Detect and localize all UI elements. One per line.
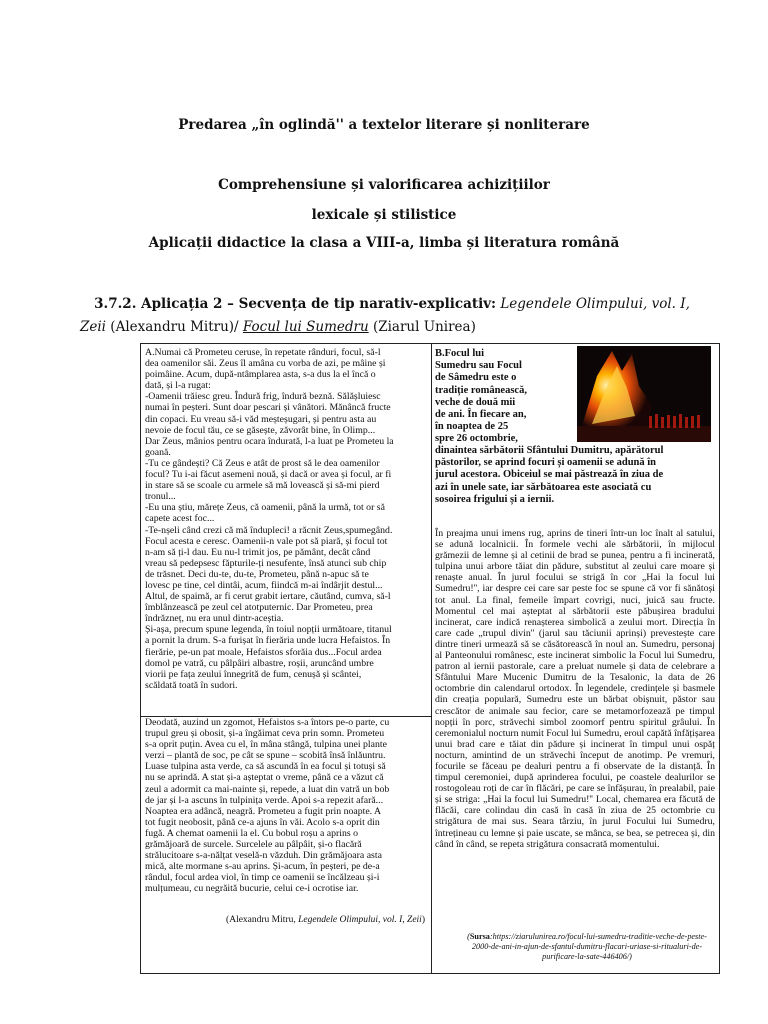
- section-number: 3.7.2. Aplicația 2 – Secvența de tip narativ-explicativ:: [94, 296, 497, 312]
- source-label: Sursa: [469, 932, 490, 941]
- subtitle-2: lexicale și stilistice: [311, 207, 457, 223]
- subtitle-3: Aplicații didactice la clasa a VIII-a, limba și literatura română: [148, 235, 620, 251]
- citation-book: Legendele Olimpului, vol. I, Zeii: [298, 915, 422, 925]
- citation-suffix: ): [421, 915, 425, 925]
- table-column-divider: [431, 343, 432, 974]
- article-title: Focul lui Sumedru: [242, 319, 369, 335]
- author: (Alexandru Mitru)/: [106, 319, 243, 335]
- column-a-text-bottom: Deodată, auzind un zgomot, Hefaistos s-a întors pe-o parte, cu trupul greu și obosit, și-a îngăimat ceva prin somn. Prometeu s-a oprit puțin. Avea cu el, în mâna stângă, tulpina unei plante verzi – plantă de soc, pe cât se spune – scobită însă înlăuntru. Luase tulpina asta verde, ca să ascundă în ea focul și totuși să nu se aprindă. A stat și-a așteptat o vreme, până ce a văzut că zeul a adormit ca mai-nainte și, repede, a luat din vatră un bob de jar și l-a ascuns în tulpinița verde. Apoi s-a repezit afară... Noaptea era adâncă, neagră. Prometeu a fugit prin noapte. A tot fugit neobosit, până ce-a ajuns în văi. Acolo s-a oprit din fugă. A chemat oamenii la el. Cu bobul roșu a aprins o grămăjoară de surcele. Surcelele au pâlpâit, și-o flacără strălucitoare s-a-nălțat veselă-n văzduh. Din grămăjoara asta mică, alte mormane s-au aprins. Și-acum, în peșteri, pe de-a rândul, focul ardea viol, în timp ce oamenii se încălzeau și-i mulțumeau, cu negrăită bucurie, celui ce-i ocrotise iar.: [145, 717, 390, 895]
- source-reference: (Sursa:https://ziarulunirea.ro/focul-lui-sumedru-traditie-veche-de-peste-2000-de-ani-in-ajun-de-sfantul-dumitru-flacari-uriase-si-ritualuri-de-purificare-la-sate-446406/): [467, 932, 707, 961]
- newspaper: (Ziarul Unirea): [368, 319, 476, 335]
- bonfire-photo: [577, 346, 711, 442]
- column-a-text-top: A.Numai că Prometeu ceruse, în repetate rânduri, focul, să-l dea oamenilor săi. Zeus îl amâna cu vorba de azi, pe mâine și poimâine. Acum, după-ntâmplarea asta, s-a dus la el încă o dată, și l-a rugat: -Oamenii trăiesc greu. Îndură frig, îndură beznă. Sălășluiesc numai în peșteri. Sunt doar pescari și vânători. Mănâncă fructe din copaci. Eu vreau să-i văd meșteșugari, și pentru asta au nevoie de focul tău, ce se găsește, zăvorât bine, în Olimp... Dar Zeus, mânios pentru ocara îndurată, l-a luat pe Prometeu la goană. -Tu ce gândești? Că Zeus e atât de prost să le dea oamenilor focul? Tu i-ai făcut asemeni nouă, și dacă or avea și focul, ar fi in stare să se scoale cu armele să mă lovească și să-mi pierd tronul... -Eu una știu, mărețe Zeus, că oamenii, până la urmă, tot or să capete acest foc... -Te-nșeli când crezi că mă îndupleci! a răcnit Zeus,spumegând. Focul acesta e ceresc. Oamenii-n vale pot să piară, și focul tot n-am să ți-l dau. Eu nu-l trimit jos, pe pământ, decât când vreau să pedepsesc făpturile-ți nesufente, însă atunci sub chip de trăsnet. Deci du-te, du-te, Prometeu, până n-apuc să te lovesc pe tine, cel dintâi, acum, fiindcă m-ai îndârjit destul... Altul, de spaimă, ar fi cerut grabit iertare, căutând, cumva, să-l îmblânzească pe zeul cel atotputernic. Dar Prometeu, prea îndrăzneț, nu era unul dintr-aceștia. Și-așa, precum spune legenda, în toiul nopții următoare, titanul a pornit la drum. S-a furișat în fierăria unde lucra Hefaistos. În fierărie, pe-un pat moale, Hefaistos sforăia dus...Focul ardea domol pe vatră, cu pâlpâiri albastre, roșii, aruncând umbre viorii pe fața zeului înnegrită de fum, cenușă și scântei, scăldată toată în sudori.: [145, 347, 394, 691]
- citation: [150, 915, 425, 925]
- subtitle-1: Comprehensiune și valorificarea achizițiilor: [218, 177, 550, 193]
- section-heading: [80, 293, 692, 339]
- source-url: :https://ziarulunirea.ro/focul-lui-sumedru-traditie-veche-de-peste-2000-de-ani-in-ajun-de-sfantul-dumitru-flacari-uriase-si-ritualuri-de-purificare-la-sate-446406/): [471, 932, 707, 961]
- book-title-2: Zeii: [80, 319, 107, 335]
- column-b-body: În preajma unui imens rug, aprins de tineri într-un loc înalt al satului, se adună localnicii. În formele vechi ale sărbătorii, în mijlocul grămezii de lemne și al cetinii de brad se punea, pentru a fi incinerată, tulpina unui arbore tăiat din pădure, substitut al zeului care moare și renaște anual. În jurul focului se strigă în cor „Hai la focul lui Sumedru!'', iar despre cei care sar peste foc se spune că vor fi sănătoși tot anul. La final, femeile împart covrigi, nuci, juică sau fructe. Momentul cel mai așteptat al sărbătorii este păbușirea bradului incinerat, care indică renașterea simbolică a zeului mort. Direcția în care cade „trupul divin'' (jarul sau tăciunii aprinși) prevestește care dintre tineri urmează să se căsătorească în noul an. Sumedru, personaj al Panteonului românesc, este incinerat simbolic la Focul lui Sumedru, patron al iernii pastorale, care a preluat numele și data de celebrare a Sfântului Mare Mucenic Dumitru de la Tesalonic, la data de 26 octombrie din calendarul ortodox. În legendele, credințele și basmele din creația populară, Sumedru este un bărbat obișnuit, păstor sau crescător de animale sau fecior, care se metamorfozează pe timpul nopții în porc, străvechi simbol zoomorf pentru spiritul grâului. În ceremonialul nocturn numit Focul lui Sumedru, eroul capătă înfățișarea unui brad care e tăiat din pădure și incinerat în timpul unui ospăț nocturn, amintind de un străvechi început de anotimp. Pe vremuri, focurile se făceau pe dealuri pentru a fi observate de la distanță. În timpul ceremoniei, după aprinderea focului, pe coastele dealurilor se rostogoleau roți de car în flăcări, pe care se înfășurau, în prealabil, paie și se striga: „Hai la focul lui Sumedru!'' Local, chemarea era făcută de flăcăi, care colindau din casă în casă în ziua de 25 octombrie cu strigătura de mai sus. Seara târziu, în jurul Focului lui Sumedru, întrețineau cu lemne și paie uscate, se mânca, se bea, se petrecea și, din când în când, se repeta strigătura consacrată momentului.: [435, 528, 715, 850]
- document-title: Predarea „în oglindă'' a textelor literare și nonliterare: [178, 117, 590, 133]
- book-title: Legendele Olimpului, vol. I,: [500, 296, 690, 312]
- column-b-intro: B.Focul lui Sumedru sau Focul de Sâmedru este o tradiție românească, veche de două mii de ani. În fiecare an, în noaptea de 25 spre 26 octombrie,: [435, 348, 527, 445]
- column-a-top: [145, 347, 427, 691]
- column-a-bottom: [145, 717, 427, 895]
- bonfire-image: [577, 346, 711, 442]
- column-b-intro-continued: dinaintea sărbătorii Sfântului Dumitru, apărătorul păstorilor, se aprind focuri și oamenii se adună în jurul acestora. Obiceiul se mai păstrează în ziua de azi în unele sate, iar sărbătoarea este asociată cu sosoirea frigului și a iernii.: [435, 445, 664, 505]
- citation-prefix: (Alexandru Mitru,: [226, 915, 299, 925]
